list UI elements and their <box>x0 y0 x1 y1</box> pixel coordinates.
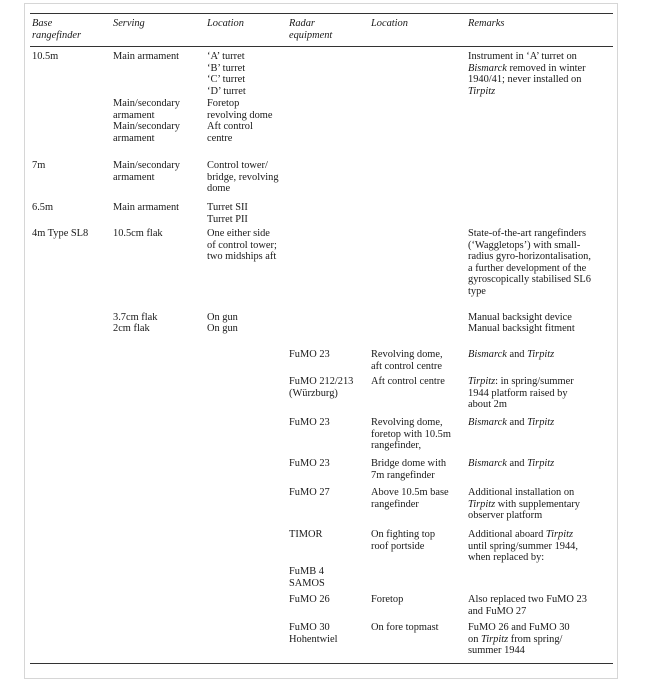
cell-remarks <box>468 487 613 522</box>
cell-base-rangefinder: 10.5m <box>32 51 59 62</box>
remarks-text: Tirpitz <box>527 458 555 469</box>
remarks-text: Also replaced two FuMO 23 and FuMO 27 <box>468 594 587 617</box>
cell-radar-location: Foretop <box>371 594 404 605</box>
cell-radar-location: Aft control centre <box>371 376 445 387</box>
cell-serving: Main armament <box>113 51 180 62</box>
cell-radar-equipment: FuMO 212/213 (Würzburg) <box>289 376 354 399</box>
remarks-text: and <box>506 417 528 428</box>
cell-radar-equipment: FuMO 27 <box>289 487 330 498</box>
remarks-text: FuMO 26 and FuMO 30 on <box>468 622 570 645</box>
cell-radar-location: Above 10.5m base rangefinder <box>371 487 449 510</box>
cell-remarks <box>468 312 613 324</box>
remarks-text: Tirpitz <box>545 529 574 540</box>
cell-radar-location: Revolving dome, aft control centre <box>371 349 443 372</box>
remarks-text: and <box>506 458 528 469</box>
cell-remarks <box>468 376 613 411</box>
remarks-text: Bismarck <box>468 62 507 74</box>
cell-radar-equipment: FuMO 23 <box>289 349 330 360</box>
cell-radar-equipment: FuMO 23 <box>289 458 330 469</box>
cell-serving: Main/secondary armament <box>113 98 180 121</box>
cell-radar-location: Bridge dome with 7m rangefinder <box>371 458 447 481</box>
remarks-text: State-of-the-art rangefinders (‘Waggletops’) with small- radius gyro-horizontalisation, a further development of the gyroscopically stabilised SL6 type <box>468 228 591 297</box>
remarks-text: Additional installation on <box>468 487 575 498</box>
remarks-text: Tirpitz <box>527 417 555 428</box>
cell-remarks <box>468 594 613 617</box>
cell-location: Foretop revolving dome <box>207 98 273 121</box>
header-base-rangefinder: Base rangefinder <box>32 18 82 41</box>
remarks-text: Manual backsight device <box>468 312 572 323</box>
cell-remarks <box>468 417 613 429</box>
cell-radar-equipment: TIMOR <box>289 529 323 540</box>
cell-radar-location: On fighting top roof portside <box>371 529 436 552</box>
remarks-text: Manual backsight fitment <box>468 323 575 334</box>
cell-radar-location: Revolving dome, foretop with 10.5m rangefinder, <box>371 417 451 452</box>
header-radar-location: Location <box>371 18 408 29</box>
cell-location: ‘A’ turret ‘B’ turret ‘C’ turret ‘D’ turret <box>207 51 246 97</box>
cell-location: On gun <box>207 312 238 323</box>
remarks-text: until spring/summer 1944, when replaced by: <box>468 540 578 564</box>
cell-base-rangefinder: 4m Type SL8 <box>32 228 89 239</box>
header-location: Location <box>207 18 244 29</box>
header-rule <box>30 46 613 47</box>
cell-remarks <box>468 51 613 97</box>
cell-radar-equipment: FuMO 26 <box>289 594 330 605</box>
cell-remarks <box>468 323 613 335</box>
cell-serving: 2cm flak <box>113 323 150 334</box>
remarks-text: from spring/ summer 1944 <box>468 633 563 657</box>
remarks-text: Additional aboard <box>468 529 546 540</box>
header-radar-equipment: Radar equipment <box>289 18 333 41</box>
bottom-rule <box>30 663 613 664</box>
cell-serving: Main/secondary armament <box>113 121 180 144</box>
remarks-text: Tirpitz <box>468 498 496 510</box>
cell-serving: 10.5cm flak <box>113 228 163 239</box>
cell-remarks <box>468 458 613 470</box>
cell-serving: Main armament <box>113 202 180 213</box>
remarks-text: Bismarck <box>468 458 507 469</box>
cell-serving: 3.7cm flak <box>113 312 158 323</box>
cell-location: Control tower/ bridge, revolving dome <box>207 160 279 195</box>
cell-location: Aft control centre <box>207 121 253 144</box>
remarks-text: Tirpitz <box>481 633 509 645</box>
cell-remarks <box>468 228 613 298</box>
remarks-text: Tirpitz <box>527 349 555 360</box>
cell-remarks <box>468 622 613 657</box>
cell-location: One either side of control tower; two midships aft <box>207 228 277 263</box>
remarks-text: with supplementary observer platform <box>468 498 580 522</box>
cell-base-rangefinder: 6.5m <box>32 202 54 213</box>
remarks-text: : in spring/summer 1944 platform raised by about 2m <box>468 376 574 411</box>
remarks-text: Bismarck <box>468 417 507 428</box>
remarks-text: and <box>506 349 528 360</box>
cell-base-rangefinder: 7m <box>32 160 46 171</box>
cell-remarks <box>468 349 613 361</box>
cell-serving: Main/secondary armament <box>113 160 180 183</box>
cell-radar-equipment: FuMO 30 Hohentwiel <box>289 622 338 645</box>
remarks-text: Instrument in ‘A’ turret on <box>468 51 577 62</box>
top-rule <box>30 13 613 14</box>
cell-location: Turret SII Turret PII <box>207 202 248 225</box>
cell-radar-location: On fore topmast <box>371 622 439 633</box>
remarks-text: Bismarck <box>468 349 507 360</box>
remarks-text: Tirpitz <box>468 376 496 387</box>
remarks-text: Tirpitz <box>468 85 496 97</box>
cell-radar-equipment: FuMB 4 SAMOS <box>289 566 325 589</box>
header-serving: Serving <box>113 18 145 29</box>
cell-remarks <box>468 529 613 564</box>
cell-location: On gun <box>207 323 238 334</box>
remarks-text: removed in winter 1940/41; never installed on <box>468 62 586 86</box>
cell-radar-equipment: FuMO 23 <box>289 417 330 428</box>
header-remarks: Remarks <box>468 18 505 29</box>
